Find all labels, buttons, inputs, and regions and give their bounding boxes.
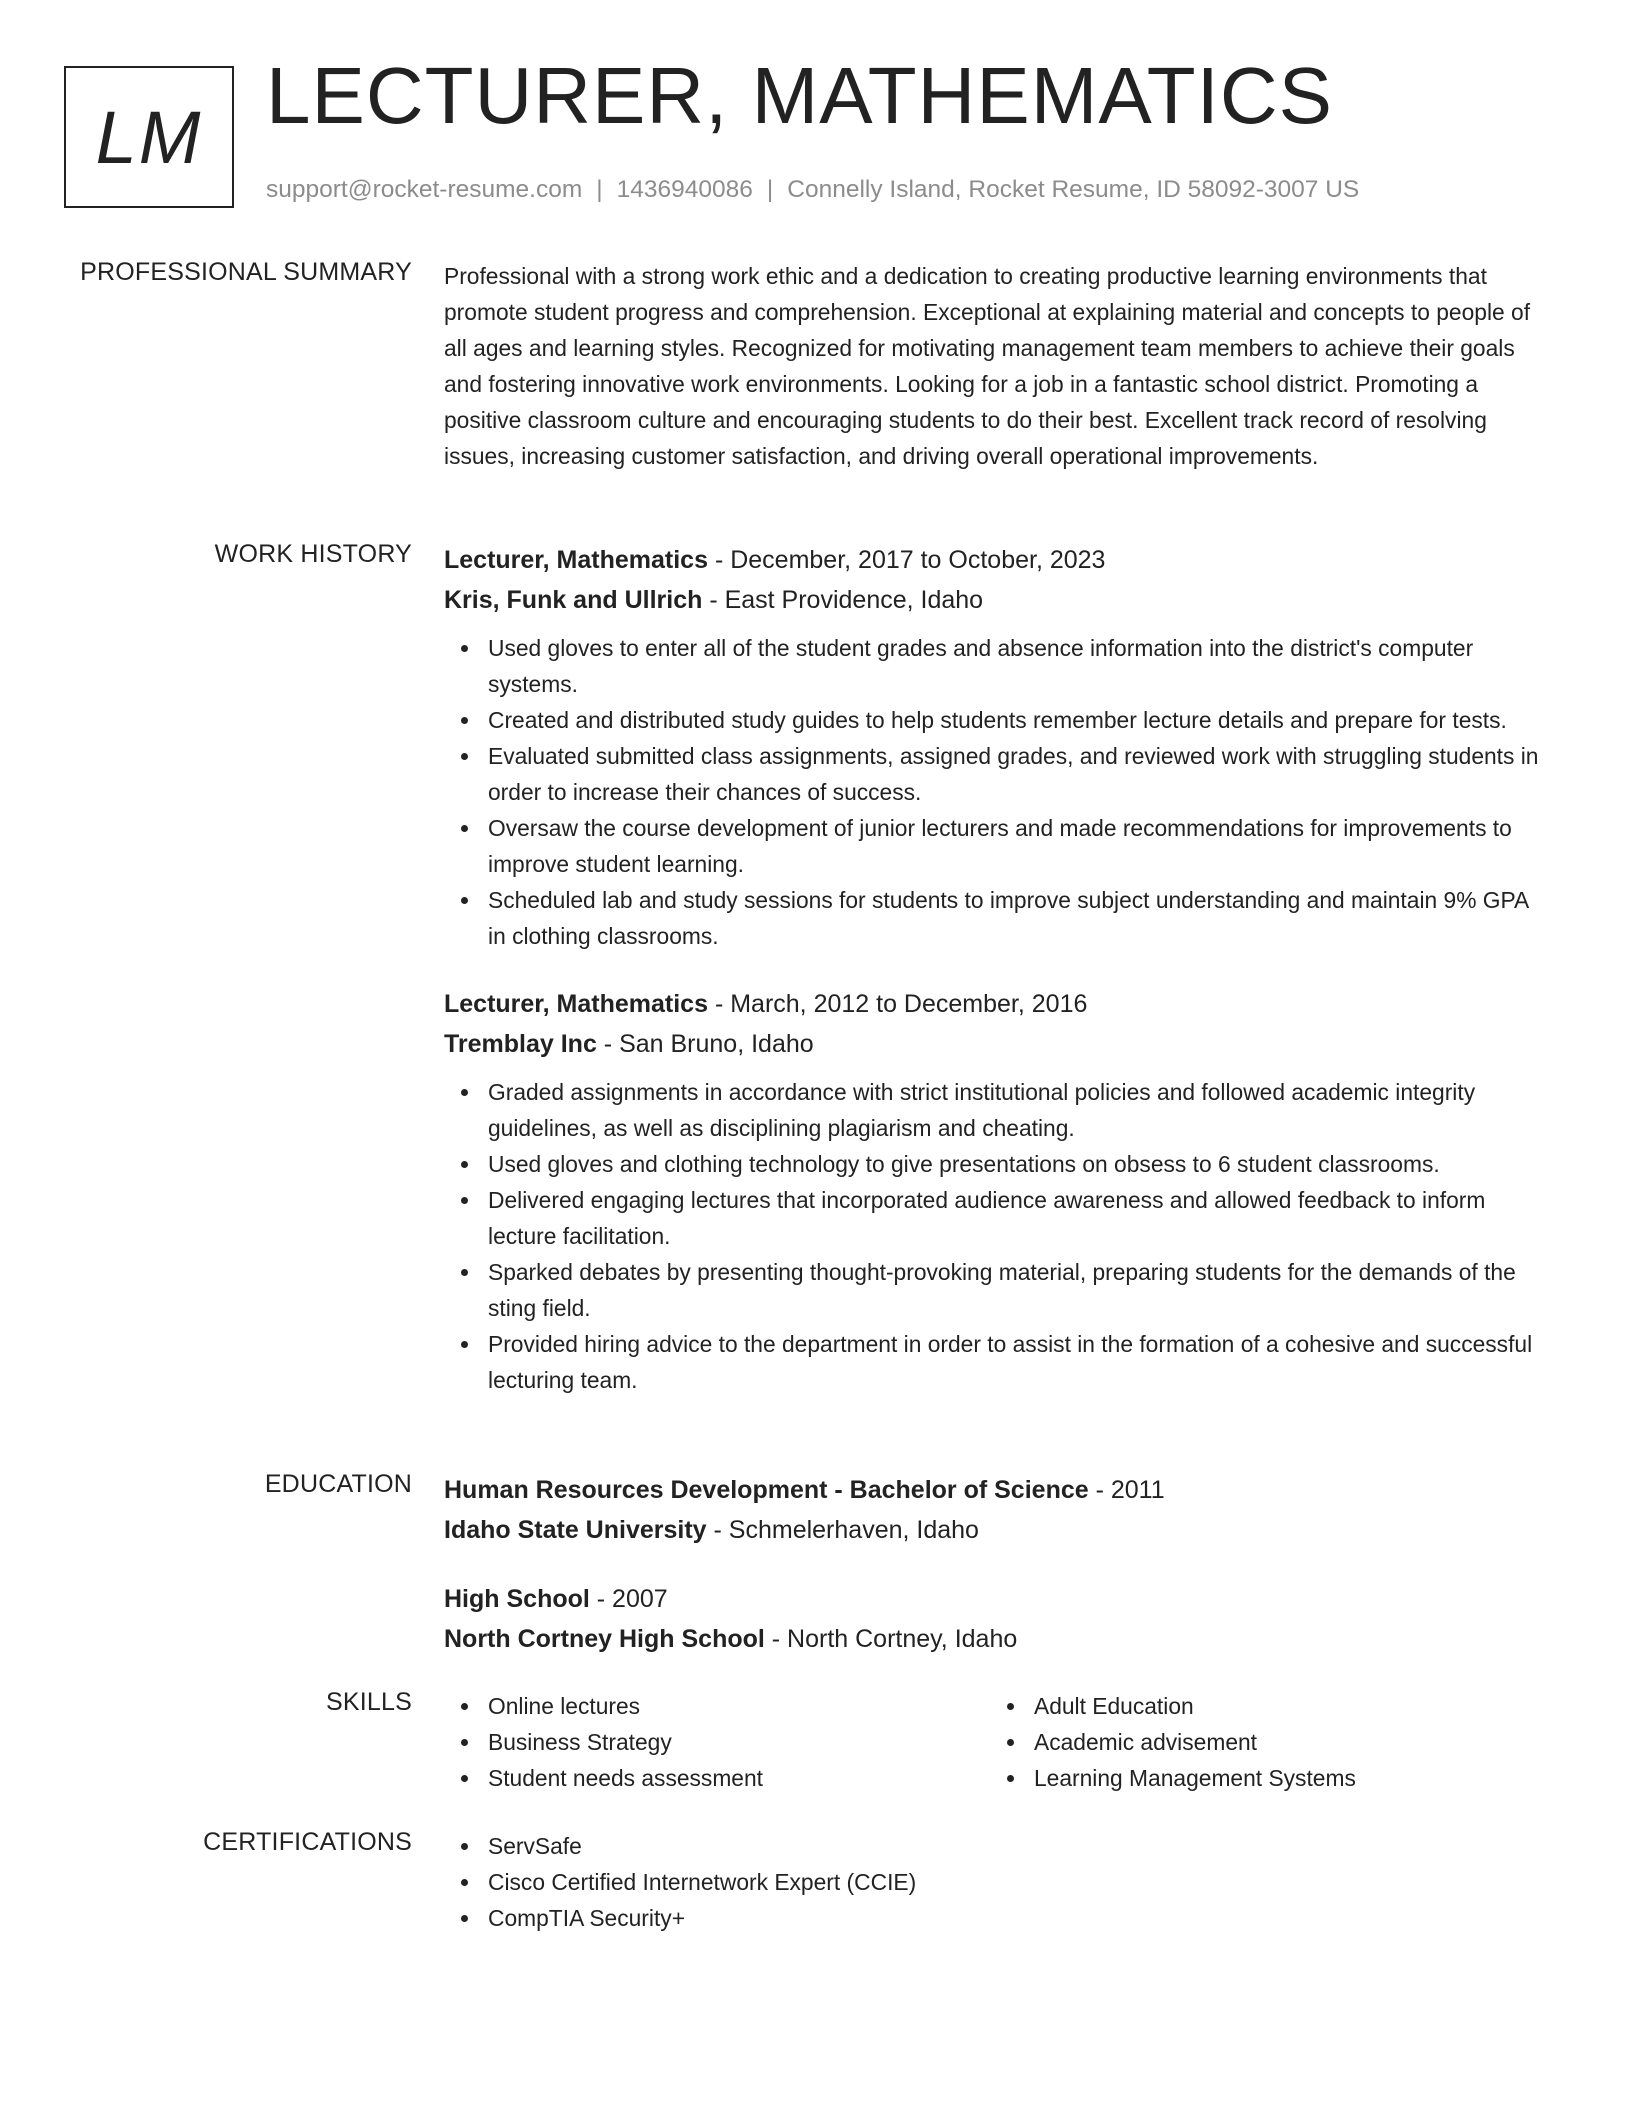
job-title: Lecturer, Mathematics — [444, 546, 708, 574]
job-bullets — [444, 630, 1544, 954]
certifications-list — [444, 1828, 1544, 1936]
bullet-item: Evaluated submitted class assignments, assigned grades, and reviewed work with struggling students in order to increase their chances of success. — [488, 738, 1544, 810]
job-company: Kris, Funk and Ullrich — [444, 586, 703, 614]
contact-address: Connelly Island, Rocket Resume, ID 58092-3007 US — [787, 176, 1360, 203]
contact-email[interactable]: support@rocket-resume.com — [266, 176, 583, 203]
job-dates: - December, 2017 to October, 2023 — [708, 546, 1106, 574]
certification-item: ServSafe — [488, 1828, 1544, 1864]
skill-item: Academic advisement — [1034, 1724, 1536, 1760]
education-school: Idaho State University — [444, 1516, 707, 1544]
skills-column-1 — [444, 1688, 990, 1796]
education-entry — [444, 1579, 1544, 1659]
contact-separator: | — [596, 176, 603, 203]
contact-separator: | — [766, 176, 774, 203]
skill-item: Learning Management Systems — [1034, 1760, 1536, 1796]
bullet-item: Scheduled lab and study sessions for students to improve subject understanding and maintain 9% GPA in clothing classrooms. — [488, 882, 1544, 954]
education-year: - 2011 — [1088, 1476, 1165, 1504]
skills-list — [990, 1688, 1536, 1796]
certification-item: Cisco Certified Internetwork Expert (CCIE) — [488, 1864, 1544, 1900]
contact-line — [266, 176, 1359, 204]
bullet-item: Used gloves to enter all of the student grades and absence information into the district's computer systems. — [488, 630, 1544, 702]
section-label-work-history: WORK HISTORY — [214, 540, 412, 568]
skill-item: Business Strategy — [488, 1724, 990, 1760]
bullet-item: Used gloves and clothing technology to give presentations on obsess to 6 student classrooms. — [488, 1146, 1544, 1182]
job-company-line — [444, 1024, 1544, 1064]
section-label-summary: PROFESSIONAL SUMMARY — [80, 258, 412, 286]
monogram-text: LM — [95, 95, 203, 179]
job-title-line — [444, 984, 1544, 1024]
job-title: Lecturer, Mathematics — [444, 990, 708, 1018]
bullet-item: Graded assignments in accordance with strict institutional policies and followed academic integrity guidelines, as well as disciplining plagiarism and cheating. — [488, 1074, 1544, 1146]
skill-item: Online lectures — [488, 1688, 990, 1724]
job-title-line — [444, 540, 1544, 580]
education-degree-line — [444, 1579, 1544, 1619]
bullet-item: Sparked debates by presenting thought-provoking material, preparing students for the demands of the sting field. — [488, 1254, 1544, 1326]
bullet-item: Delivered engaging lectures that incorporated audience awareness and allowed feedback to inform lecture facilitation. — [488, 1182, 1544, 1254]
job-company-line — [444, 580, 1544, 620]
bullet-item: Created and distributed study guides to help students remember lecture details and prepare for tests. — [488, 702, 1544, 738]
education-year: - 2007 — [589, 1585, 668, 1613]
monogram-badge — [64, 66, 234, 208]
certification-item: CompTIA Security+ — [488, 1900, 1544, 1936]
section-label-skills: SKILLS — [326, 1688, 412, 1716]
skills-list — [444, 1688, 990, 1796]
skill-item: Adult Education — [1034, 1688, 1536, 1724]
resume-title: LECTURER, MATHEMATICS — [266, 51, 1333, 140]
section-label-education: EDUCATION — [264, 1470, 412, 1498]
skills-grid — [444, 1688, 1544, 1796]
job-entry — [444, 984, 1544, 1398]
contact-phone[interactable]: 1436940086 — [616, 176, 753, 203]
education-school-line — [444, 1510, 1544, 1550]
education-degree: Human Resources Development - Bachelor of Science — [444, 1476, 1089, 1504]
skill-item: Student needs assessment — [488, 1760, 990, 1796]
bullet-item: Oversaw the course development of junior lecturers and made recommendations for improvements to improve student learning. — [488, 810, 1544, 882]
education-location: - Schmelerhaven, Idaho — [706, 1516, 979, 1544]
bullet-item: Provided hiring advice to the department in order to assist in the formation of a cohesive and successful lecturing team. — [488, 1326, 1544, 1398]
job-entry — [444, 540, 1544, 954]
job-bullets — [444, 1074, 1544, 1398]
education-degree-line — [444, 1470, 1544, 1510]
education-school: North Cortney High School — [444, 1625, 765, 1653]
skills-column-2 — [990, 1688, 1536, 1796]
education-school-line — [444, 1619, 1544, 1659]
job-location: - East Providence, Idaho — [702, 586, 984, 614]
job-location: - San Bruno, Idaho — [596, 1030, 814, 1058]
education-entry — [444, 1470, 1544, 1550]
summary-text: Professional with a strong work ethic and a dedication to creating productive learning environments that promote student progress and comprehension. Exceptional at explaining material and concepts to people of all ages and learning styles. Recognized for motivating management team members to achieve their goals and fostering innovative work environments. Looking for a job in a fantastic school district. Promoting a positive classroom culture and encouraging students to do their best. Excellent track record of resolving issues, increasing customer satisfaction, and driving overall operational improvements. — [444, 263, 1531, 469]
education-degree: High School — [444, 1585, 590, 1613]
education-location: - North Cortney, Idaho — [764, 1625, 1018, 1653]
job-company: Tremblay Inc — [444, 1030, 597, 1058]
section-label-certifications: CERTIFICATIONS — [203, 1828, 412, 1856]
job-dates: - March, 2012 to December, 2016 — [708, 990, 1088, 1018]
